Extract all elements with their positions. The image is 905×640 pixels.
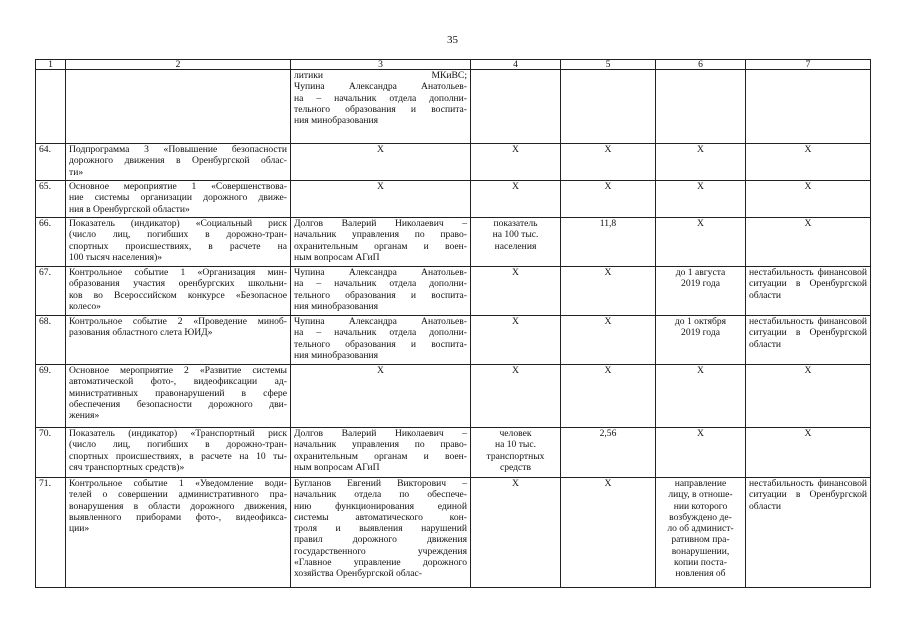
value-line: Х bbox=[604, 316, 612, 327]
responsible-line: на – начальник отдела дополни- bbox=[294, 92, 467, 104]
unit-cell bbox=[471, 478, 561, 588]
value-cell bbox=[561, 267, 656, 316]
row-number: 70. bbox=[39, 428, 51, 439]
deadline-line: лицу, в отноше- bbox=[668, 489, 733, 501]
table-body bbox=[36, 60, 871, 588]
unit-line: Х bbox=[512, 144, 519, 155]
table-row bbox=[36, 70, 871, 144]
value-cell bbox=[561, 218, 656, 267]
risk-line: Х bbox=[804, 365, 812, 376]
deadline-line: Х bbox=[697, 181, 704, 192]
risk-cell bbox=[746, 478, 871, 588]
item-name-line: Контрольное событие 1 «Уведомление води- bbox=[69, 478, 287, 489]
item-name-line: ния в Оренбургской области» bbox=[69, 203, 190, 215]
risk-line: ситуации в Оренбургской bbox=[749, 278, 867, 290]
item-name-line: дорожного движения в Оренбургской облас- bbox=[69, 155, 287, 167]
table-row bbox=[36, 218, 871, 267]
row-number-cell bbox=[36, 70, 66, 144]
item-name-line: телей о совершении административного пра- bbox=[69, 489, 287, 501]
value-cell bbox=[561, 316, 656, 365]
risk-cell bbox=[746, 267, 871, 316]
unit-line: Х bbox=[512, 478, 519, 489]
unit-line: Х bbox=[512, 267, 519, 278]
item-name-line: обеспечения безопасности дорожного дви- bbox=[69, 398, 287, 410]
item-name-line: Показатель (индикатор) «Транспортный риск bbox=[69, 428, 287, 439]
responsible-line: тельного образования и воспита- bbox=[294, 338, 467, 350]
item-name-line: Подпрограмма 3 «Повышение безопасности bbox=[69, 144, 287, 155]
item-name-line: колесо» bbox=[69, 300, 101, 312]
value-line: Х bbox=[604, 267, 612, 278]
responsible-line: ным вопросам АГиП bbox=[294, 251, 380, 263]
item-name-line: спортных происшествиях, в расчете на 10 ты- bbox=[69, 450, 287, 462]
value-cell bbox=[561, 70, 656, 144]
deadline-cell bbox=[656, 316, 746, 365]
column-number: 3 bbox=[291, 60, 471, 70]
responsible-line: Х bbox=[377, 181, 384, 192]
column-number: 5 bbox=[561, 60, 656, 70]
responsible-line: на – начальник отдела дополни- bbox=[294, 327, 467, 339]
responsible-cell bbox=[291, 428, 471, 478]
value-cell bbox=[561, 144, 656, 181]
value-line: 11,8 bbox=[599, 218, 617, 229]
unit-cell bbox=[471, 428, 561, 478]
row-number: 68. bbox=[39, 316, 51, 327]
row-number-cell bbox=[36, 267, 66, 316]
row-number: 69. bbox=[39, 365, 51, 376]
deadline-cell bbox=[656, 428, 746, 478]
responsible-line: Чупина Александра Анатольев- bbox=[294, 316, 467, 327]
deadline-line: до 1 октября bbox=[674, 316, 727, 327]
responsible-line: Х bbox=[377, 365, 384, 376]
unit-cell bbox=[471, 316, 561, 365]
unit-line: транспортных bbox=[486, 450, 545, 462]
responsible-line: троля и выявления нарушений bbox=[294, 523, 467, 535]
risk-line: Х bbox=[804, 144, 812, 155]
responsible-line: Чупина Александра Анатольев- bbox=[294, 81, 467, 93]
risk-line: нестабильность финансовой bbox=[749, 316, 867, 327]
responsible-line: Х bbox=[377, 144, 384, 155]
deadline-line: копии поста- bbox=[674, 557, 727, 569]
risk-line: области bbox=[749, 500, 782, 512]
item-name-line: разования областного слета ЮИД» bbox=[69, 327, 213, 339]
responsible-line: хозяйства Оренбургской облас- bbox=[294, 568, 422, 580]
responsible-line: Долгов Валерий Николаевич – bbox=[294, 218, 467, 229]
item-name-line: ти» bbox=[69, 166, 84, 178]
item-name-line: (число лиц, погибших в дорожно-тран- bbox=[69, 439, 287, 451]
responsible-cell bbox=[291, 365, 471, 428]
responsible-line: на – начальник отдела дополни- bbox=[294, 278, 467, 290]
unit-cell bbox=[471, 267, 561, 316]
responsible-line: охранительным органам и воен- bbox=[294, 450, 467, 462]
responsible-line: Чупина Александра Анатольев- bbox=[294, 267, 467, 278]
responsible-line: Бугланов Евгений Викторович – bbox=[294, 478, 467, 489]
risk-line: Х bbox=[804, 181, 812, 192]
item-name-line: жения» bbox=[69, 410, 100, 422]
deadline-line: Х bbox=[697, 428, 704, 439]
table-row bbox=[36, 478, 871, 588]
deadline-line: Х bbox=[697, 218, 704, 229]
item-name-cell bbox=[66, 144, 291, 181]
table-row bbox=[36, 267, 871, 316]
row-number: 67. bbox=[39, 267, 51, 278]
responsible-line: начальник отдела по обеспече- bbox=[294, 489, 467, 501]
row-number: 66. bbox=[39, 218, 51, 229]
risk-line: нестабильность финансовой bbox=[749, 267, 867, 278]
column-number: 2 bbox=[66, 60, 291, 70]
deadline-line: направление bbox=[674, 478, 727, 489]
deadline-cell bbox=[656, 218, 746, 267]
item-name-line: Контрольное событие 1 «Организация мин- bbox=[69, 267, 287, 278]
responsible-line: охранительным органам и воен- bbox=[294, 240, 467, 252]
page-number: 35 bbox=[447, 34, 458, 46]
item-name-cell bbox=[66, 365, 291, 428]
deadline-line: 2019 года bbox=[681, 278, 720, 290]
column-number: 1 bbox=[36, 60, 66, 70]
row-number: 64. bbox=[39, 144, 51, 155]
deadline-cell bbox=[656, 144, 746, 181]
item-name-line: Основное мероприятие 1 «Совершенствова- bbox=[69, 181, 287, 192]
item-name-line: (число лиц, погибших в дорожно-тран- bbox=[69, 229, 287, 241]
column-number-row bbox=[36, 60, 871, 70]
responsible-cell bbox=[291, 218, 471, 267]
responsible-line: системы автоматического кон- bbox=[294, 511, 467, 523]
responsible-cell bbox=[291, 181, 471, 218]
unit-line: Х bbox=[512, 181, 519, 192]
item-name-line: Основное мероприятие 2 «Развитие системы bbox=[69, 365, 287, 376]
item-name-line: ков во Всероссийском конкурсе «Безопасное bbox=[69, 289, 287, 301]
row-number-cell bbox=[36, 478, 66, 588]
item-name-cell bbox=[66, 218, 291, 267]
unit-line: на 100 тыс. bbox=[492, 229, 539, 241]
responsible-line: правил дорожного движения bbox=[294, 534, 467, 546]
table-row bbox=[36, 181, 871, 218]
item-name-line: 100 тысяч населения)» bbox=[69, 251, 163, 263]
deadline-line: ло об админист- bbox=[667, 523, 734, 535]
item-name-line: спортных происшествиях, в расчете на bbox=[69, 240, 287, 252]
risk-cell bbox=[746, 316, 871, 365]
value-line: Х bbox=[604, 181, 612, 192]
plan-table bbox=[35, 59, 871, 588]
deadline-cell bbox=[656, 478, 746, 588]
row-number-cell bbox=[36, 181, 66, 218]
item-name-cell bbox=[66, 316, 291, 365]
unit-cell bbox=[471, 365, 561, 428]
risk-cell bbox=[746, 144, 871, 181]
item-name-cell bbox=[66, 181, 291, 218]
risk-cell bbox=[746, 218, 871, 267]
risk-cell bbox=[746, 428, 871, 478]
value-line: Х bbox=[604, 365, 612, 376]
responsible-cell bbox=[291, 478, 471, 588]
risk-cell bbox=[746, 181, 871, 218]
unit-line: человек bbox=[499, 428, 532, 439]
responsible-line: ния минобразования bbox=[294, 349, 379, 361]
responsible-line: «Главное управление дорожного bbox=[294, 557, 467, 569]
unit-cell bbox=[471, 70, 561, 144]
risk-cell bbox=[746, 365, 871, 428]
row-number: 71. bbox=[39, 478, 51, 489]
row-number-cell bbox=[36, 316, 66, 365]
item-name-cell bbox=[66, 70, 291, 144]
table-row bbox=[36, 144, 871, 181]
unit-cell bbox=[471, 144, 561, 181]
item-name-line: образования участия оренбургских школьни- bbox=[69, 278, 287, 290]
table-row bbox=[36, 365, 871, 428]
responsible-cell bbox=[291, 267, 471, 316]
deadline-line: ративном пра- bbox=[671, 534, 730, 546]
deadline-cell bbox=[656, 267, 746, 316]
risk-line: Х bbox=[804, 428, 812, 439]
unit-cell bbox=[471, 218, 561, 267]
responsible-cell bbox=[291, 144, 471, 181]
risk-line: области bbox=[749, 338, 782, 350]
responsible-line: тельного образования и воспита- bbox=[294, 103, 467, 115]
column-number: 4 bbox=[471, 60, 561, 70]
responsible-line: нию функционирования единой bbox=[294, 500, 467, 512]
value-cell bbox=[561, 478, 656, 588]
value-cell bbox=[561, 181, 656, 218]
unit-cell bbox=[471, 181, 561, 218]
deadline-line: 2019 года bbox=[681, 327, 720, 339]
item-name-line: ции» bbox=[69, 523, 90, 535]
item-name-cell bbox=[66, 478, 291, 588]
unit-line: средств bbox=[499, 461, 532, 473]
unit-line: Х bbox=[512, 316, 519, 327]
item-name-line: Контрольное событие 2 «Проведение миноб- bbox=[69, 316, 287, 327]
deadline-line: вонарушении, bbox=[671, 545, 730, 557]
value-cell bbox=[561, 365, 656, 428]
deadline-line: Х bbox=[697, 365, 704, 376]
item-name-line: выявленного приборами фото-, видеофикса- bbox=[69, 511, 287, 523]
unit-line: Х bbox=[512, 365, 519, 376]
item-name-line: вонарушения в области дорожного движения, bbox=[69, 500, 287, 512]
responsible-line: начальник управления по право- bbox=[294, 439, 467, 451]
row-number-cell bbox=[36, 144, 66, 181]
unit-line: населения bbox=[494, 240, 537, 252]
row-number-cell bbox=[36, 365, 66, 428]
row-number-cell bbox=[36, 428, 66, 478]
responsible-line: начальник управления по право- bbox=[294, 229, 467, 241]
responsible-line: ным вопросам АГиП bbox=[294, 461, 380, 473]
unit-line: показатель bbox=[493, 218, 538, 229]
risk-line: области bbox=[749, 289, 782, 301]
deadline-cell bbox=[656, 181, 746, 218]
responsible-line: ния минобразования bbox=[294, 115, 379, 127]
deadline-line: возбуждено де- bbox=[669, 511, 732, 523]
item-name-line: Показатель (индикатор) «Социальный риск bbox=[69, 218, 287, 229]
deadline-cell bbox=[656, 70, 746, 144]
value-line: 2,56 bbox=[599, 428, 617, 439]
risk-line: нестабильность финансовой bbox=[749, 478, 867, 489]
risk-line: ситуации в Оренбургской bbox=[749, 489, 867, 501]
row-number-cell bbox=[36, 218, 66, 267]
value-line: Х bbox=[604, 144, 612, 155]
table-row bbox=[36, 316, 871, 365]
column-number: 7 bbox=[746, 60, 871, 70]
value-line: Х bbox=[604, 478, 612, 489]
deadline-line: нии которого bbox=[673, 500, 728, 512]
value-cell bbox=[561, 428, 656, 478]
row-number: 65. bbox=[39, 181, 51, 192]
risk-line: Х bbox=[804, 218, 812, 229]
risk-cell bbox=[746, 70, 871, 144]
risk-line: ситуации в Оренбургской bbox=[749, 327, 867, 339]
item-name-cell bbox=[66, 267, 291, 316]
deadline-line: Х bbox=[697, 144, 704, 155]
table-row bbox=[36, 428, 871, 478]
responsible-line: тельного образования и воспита- bbox=[294, 289, 467, 301]
responsible-line: Долгов Валерий Николаевич – bbox=[294, 428, 467, 439]
deadline-line: новления об bbox=[675, 568, 726, 580]
item-name-line: ние системы организации дорожного движе- bbox=[69, 192, 287, 204]
responsible-line: ния минобразования bbox=[294, 300, 379, 312]
deadline-cell bbox=[656, 365, 746, 428]
responsible-cell bbox=[291, 70, 471, 144]
item-name-cell bbox=[66, 428, 291, 478]
responsible-line: литики МКиВС; bbox=[294, 70, 467, 81]
item-name-line: сяч транспортных средств)» bbox=[69, 461, 185, 473]
responsible-line: государственного учреждения bbox=[294, 545, 467, 557]
item-name-line: автоматической фото-, видеофиксации ад- bbox=[69, 376, 287, 388]
column-number: 6 bbox=[656, 60, 746, 70]
item-name-line: министративных правонарушений в сфере bbox=[69, 387, 287, 399]
responsible-cell bbox=[291, 316, 471, 365]
unit-line: на 10 тыс. bbox=[494, 439, 537, 451]
deadline-line: до 1 августа bbox=[675, 267, 726, 278]
